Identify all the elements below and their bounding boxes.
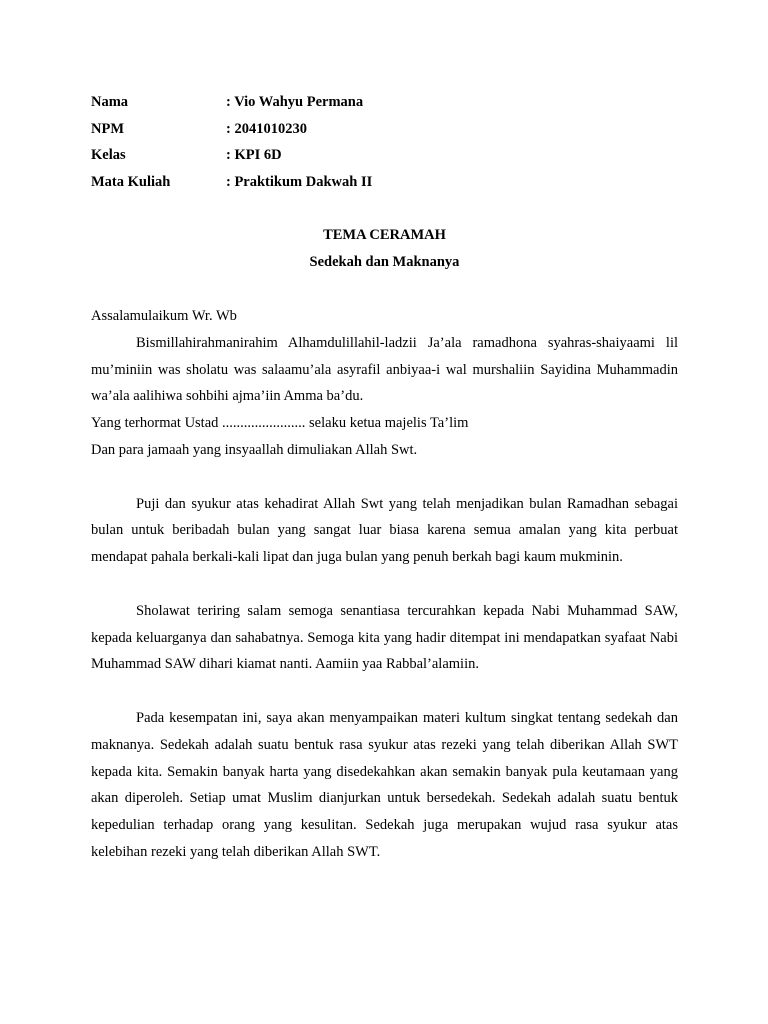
document-content [91,89,678,866]
info-label: Nama [91,94,129,110]
info-row-course [91,169,678,196]
info-label: Mata Kuliah [91,173,171,190]
spacer [91,571,678,598]
document-title: TEMA CERAMAH [323,227,446,243]
info-row-class [91,142,678,169]
info-label: Kelas [91,147,126,163]
spacer [91,678,678,705]
title-block [91,222,678,276]
spacer [91,464,678,491]
info-value: : Praktikum Dakwah II [226,173,373,190]
audience-line: Dan para jamaah yang insyaallah dimuliakan Allah Swt. [91,441,418,458]
document-subtitle: Sedekah dan Maknanya [309,254,460,270]
respect-line: Yang terhormat Ustad ....................... selaku ketua majelis Ta’lim [91,415,469,432]
info-value: : Vio Wahyu Permana [226,94,364,110]
info-value: : KPI 6D [226,147,282,163]
info-row-npm [91,116,678,143]
paragraph-praise: Puji dan syukur atas kehadirat Allah Swt yang telah menjadikan bulan Ramadhan sebagai bulan untuk beribadah bulan yang sangat luar biasa karena semua amalan yang kita perbuat mendapat pahala berkali-kali lipat dan juga bulan yang penuh berkah bagi kaum mukminin. [91,495,678,566]
opening-prayer: Bismillahirahmanirahim Alhamdulillahil-ladzii Ja’ala ramadhona syahras-shaiyaami lil mu’miniin was sholatu was salaamu’ala asyrafil anbiyaa-i wal murshaliin Sayidina Muhammadin wa’ala aalihiwa sohbihi ajma’iin Amma ba’du. [91,334,678,405]
paragraph-sholawat: Sholawat teriring salam semoga senantiasa tercurahkan kepada Nabi Muhammad SAW, kepada keluarganya dan sahabatnya. Semoga kita yang hadir ditempat ini mendapatkan syafaat Nabi Muhammad SAW dihari kiamat nanti. Aamiin yaa Rabbal’alamiin. [91,602,678,673]
info-label: NPM [91,120,125,137]
student-info-table [91,89,678,195]
info-value: : 2041010230 [226,120,307,137]
info-row-name [91,89,678,116]
speech-body [91,303,678,866]
greeting: Assalamulaikum Wr. Wb [91,308,237,324]
paragraph-sedekah: Pada kesempatan ini, saya akan menyampaikan materi kultum singkat tentang sedekah dan maknanya. Sedekah adalah suatu bentuk rasa syukur atas rezeki yang telah diberikan Allah SWT kepada kita. Semakin banyak harta yang disedekahkan akan semakin banyak pula keutamaan yang akan diperoleh. Setiap umat Muslim dianjurkan untuk bersedekah. Sedekah adalah suatu bentuk kepedulian terhadap orang yang kesulitan. Sedekah juga merupakan wujud rasa syukur atas kelebihan rezeki yang telah diberikan Allah SWT. [91,709,678,860]
